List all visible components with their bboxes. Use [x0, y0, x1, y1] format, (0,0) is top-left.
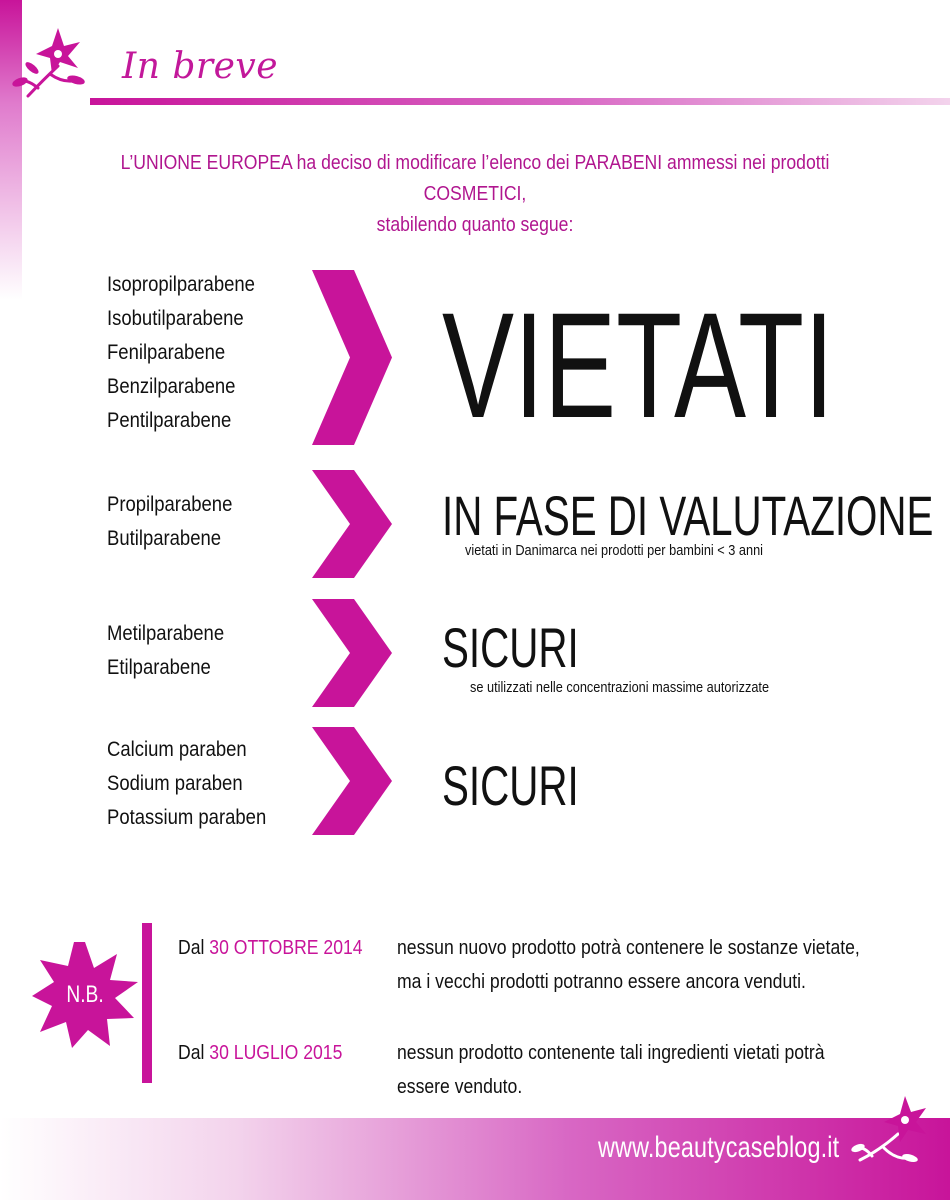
- status-safe: SICURI: [442, 616, 579, 679]
- nb-date: 30 LUGLIO 2015: [209, 1042, 343, 1064]
- nb-prefix: Dal: [178, 1042, 205, 1064]
- status-note: se utilizzati nelle concentrazioni massime autorizzate: [470, 679, 770, 696]
- nb-text-line: ma i vecchi prodotti potranno essere ancora venduti.: [397, 971, 806, 993]
- flower-icon: [850, 1090, 940, 1180]
- paraben-list-banned: [107, 268, 255, 438]
- list-item: Butilparabene: [107, 527, 222, 550]
- chevron-right-icon: [312, 270, 392, 445]
- nb-entry-2-date: [178, 1040, 342, 1066]
- nb-badge-label: N.B.: [66, 981, 104, 1008]
- nb-date: 30 OTTOBRE 2014: [209, 937, 363, 959]
- list-item: Isopropilparabene: [107, 273, 255, 296]
- list-item: Sodium paraben: [107, 772, 243, 795]
- nb-entry-2-text: [397, 1040, 825, 1100]
- chevron-right-icon: [312, 599, 392, 707]
- list-item: Etilparabene: [107, 656, 211, 679]
- status-under-review: IN FASE DI VALUTAZIONE: [442, 484, 934, 547]
- list-item: Fenilparabene: [107, 341, 226, 364]
- footer-url-link[interactable]: www.beautycaseblog.it: [598, 1131, 840, 1164]
- chevron-right-icon: [312, 727, 392, 835]
- status-safe: SICURI: [442, 754, 579, 817]
- nb-entry-1-date: [178, 935, 363, 961]
- list-item: Propilparabene: [107, 493, 233, 516]
- nb-prefix: Dal: [178, 937, 205, 959]
- list-item: Isobutilparabene: [107, 307, 244, 330]
- intro-line-1: L’UNIONE EUROPEA ha deciso di modificare l’elenco dei PARABENI ammessi nei prodotti COSMETICI,: [120, 152, 830, 205]
- nb-divider: [142, 923, 152, 1083]
- nb-text-line: nessun nuovo prodotto potrà contenere le sostanze vietate,: [397, 937, 860, 959]
- list-item: Potassium paraben: [107, 806, 267, 829]
- nb-entry-1-text: [397, 935, 860, 995]
- nb-text-line: essere venduto.: [397, 1076, 523, 1098]
- paraben-list-salts-safe: [107, 733, 266, 835]
- list-item: Pentilparabene: [107, 409, 232, 432]
- paraben-list-safe: [107, 617, 224, 685]
- flower-icon: [8, 18, 88, 102]
- chevron-right-icon: [312, 470, 392, 578]
- title-divider: [90, 98, 950, 105]
- paraben-list-under-review: [107, 488, 232, 556]
- status-banned: VIETATI: [442, 281, 835, 449]
- list-item: Calcium paraben: [107, 738, 247, 761]
- intro-text: [75, 148, 876, 241]
- page-title: In breve: [122, 46, 279, 87]
- intro-line-2: stabilendo quanto segue:: [376, 214, 574, 236]
- list-item: Benzilparabene: [107, 375, 236, 398]
- nb-text-line: nessun prodotto contenente tali ingredienti vietati potrà: [397, 1042, 825, 1064]
- list-item: Metilparabene: [107, 622, 225, 645]
- status-note: vietati in Danimarca nei prodotti per bambini < 3 anni: [465, 542, 764, 559]
